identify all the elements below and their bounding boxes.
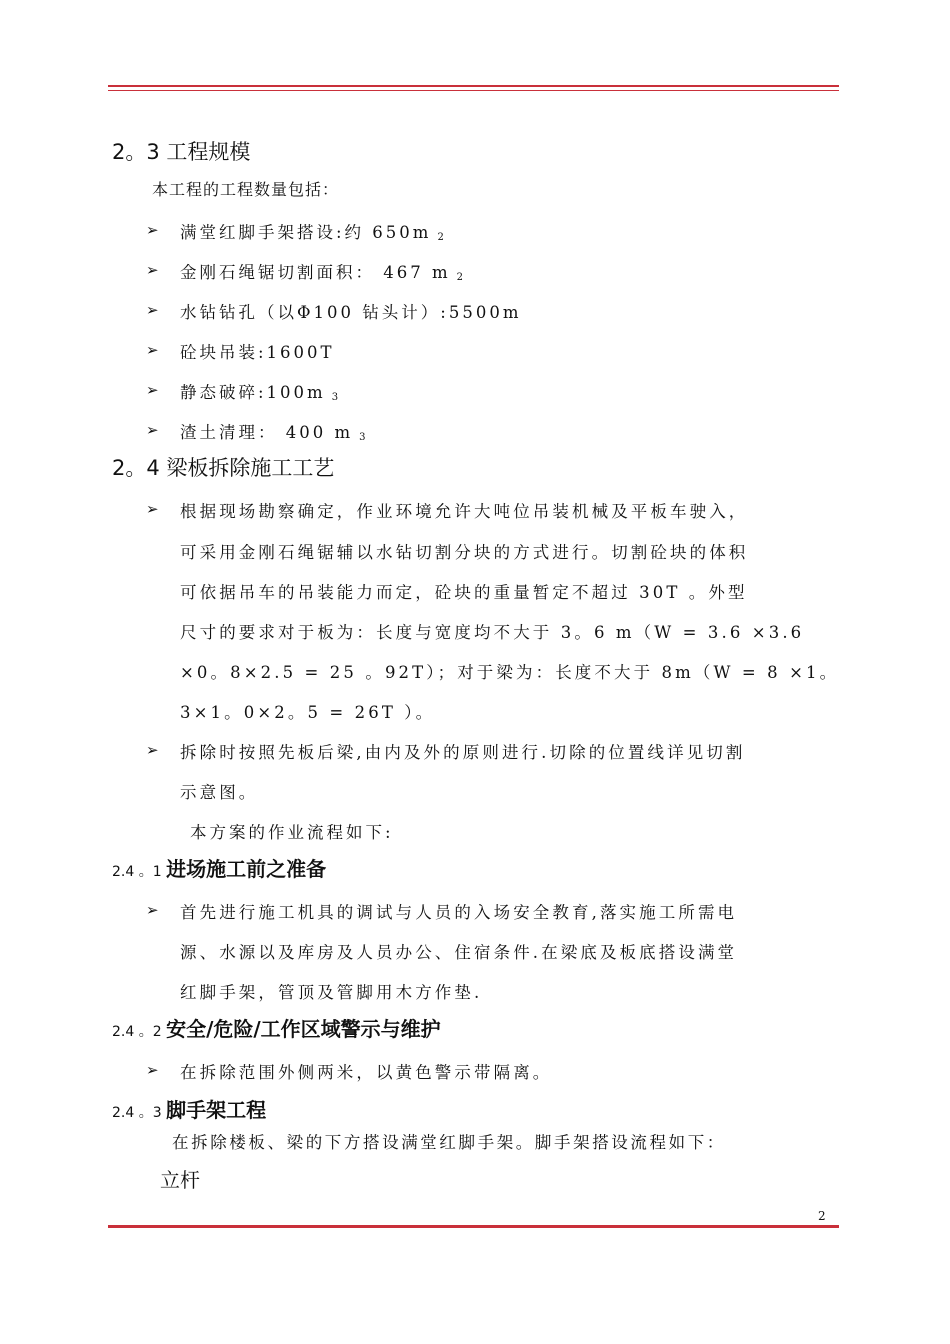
flow-intro: 本方案的作业流程如下: xyxy=(190,823,394,842)
paragraph-line: 可依据吊车的吊装能力而定，砼块的重量暂定不超过 30T 。外型 xyxy=(180,583,748,602)
list-item: 金刚石绳锯切割面积： 467 m $_2$ xyxy=(180,263,467,283)
bullet-icon: ➢ xyxy=(146,381,159,399)
section-2-4-2-title: 2.4 。2 安全/危险/工作区域警示与维护 xyxy=(112,1017,441,1041)
bullet-icon: ➢ xyxy=(146,741,159,759)
section-2-3-intro: 本工程的工程数量包括： xyxy=(152,180,340,199)
footer-rule xyxy=(108,1225,839,1228)
paragraph-line: 示意图。 xyxy=(180,783,259,802)
paragraph-line: 源、水源以及库房及人员办公、住宿条件.在梁底及板底搭设满堂 xyxy=(180,943,738,962)
page-number: 2 xyxy=(818,1209,826,1223)
list-item: 渣土清理： 400 m $_3$ xyxy=(180,423,369,443)
bullet-icon: ➢ xyxy=(146,421,159,439)
list-item: 水钻钻孔（以Φ100 钻头计）:5500m xyxy=(180,303,522,322)
list-item: 满堂红脚手架搭设:约 650m $_2$ xyxy=(180,223,447,243)
paragraph-line: 在拆除范围外侧两米，以黄色警示带隔离。 xyxy=(180,1063,553,1082)
list-item: 砼块吊装:1600T xyxy=(180,343,335,362)
paragraph-line: ×0。8×2.5 = 25 。92T）；对于梁为：长度不大于 8m（W = 8 ×1。 xyxy=(180,663,840,682)
section-2-4-1-title: 2.4 。1 进场施工前之准备 xyxy=(112,857,327,881)
subheading-upright-pole: 立杆 xyxy=(160,1168,200,1192)
bullet-icon: ➢ xyxy=(146,901,159,919)
paragraph-line: 尺寸的要求对于板为：长度与宽度均不大于 3。6 m（W = 3.6 ×3.6 xyxy=(180,623,805,642)
section-2-3-title: 2。3 工程规模 xyxy=(112,140,251,164)
paragraph-line: 在拆除楼板、梁的下方搭设满堂红脚手架。脚手架搭设流程如下： xyxy=(172,1133,726,1152)
header-rule-bottom xyxy=(108,90,839,91)
bullet-icon: ➢ xyxy=(146,500,159,518)
paragraph-line: 红脚手架，管顶及管脚用木方作垫. xyxy=(180,983,483,1002)
paragraph-line: 3×1。0×2。5 = 26T ）。 xyxy=(180,703,436,722)
paragraph-line: 拆除时按照先板后梁,由内及外的原则进行.切除的位置线详见切割 xyxy=(180,743,746,762)
bullet-icon: ➢ xyxy=(146,221,159,239)
paragraph-line: 可采用金刚石绳锯辅以水钻切割分块的方式进行。切割砼块的体积 xyxy=(180,543,749,562)
bullet-icon: ➢ xyxy=(146,261,159,279)
section-2-4-title: 2。4 梁板拆除施工工艺 xyxy=(112,456,335,480)
paragraph-line: 首先进行施工机具的调试与人员的入场安全教育,落实施工所需电 xyxy=(180,903,738,922)
bullet-icon: ➢ xyxy=(146,301,159,319)
section-2-4-3-title: 2.4 。3 脚手架工程 xyxy=(112,1098,267,1122)
header-rule-top xyxy=(108,85,839,87)
list-item: 静态破碎:100m $_3$ xyxy=(180,383,342,403)
bullet-icon: ➢ xyxy=(146,341,159,359)
bullet-icon: ➢ xyxy=(146,1061,159,1079)
paragraph-line: 根据现场勘察确定，作业环境允许大吨位吊装机械及平板车驶入， xyxy=(180,502,749,521)
